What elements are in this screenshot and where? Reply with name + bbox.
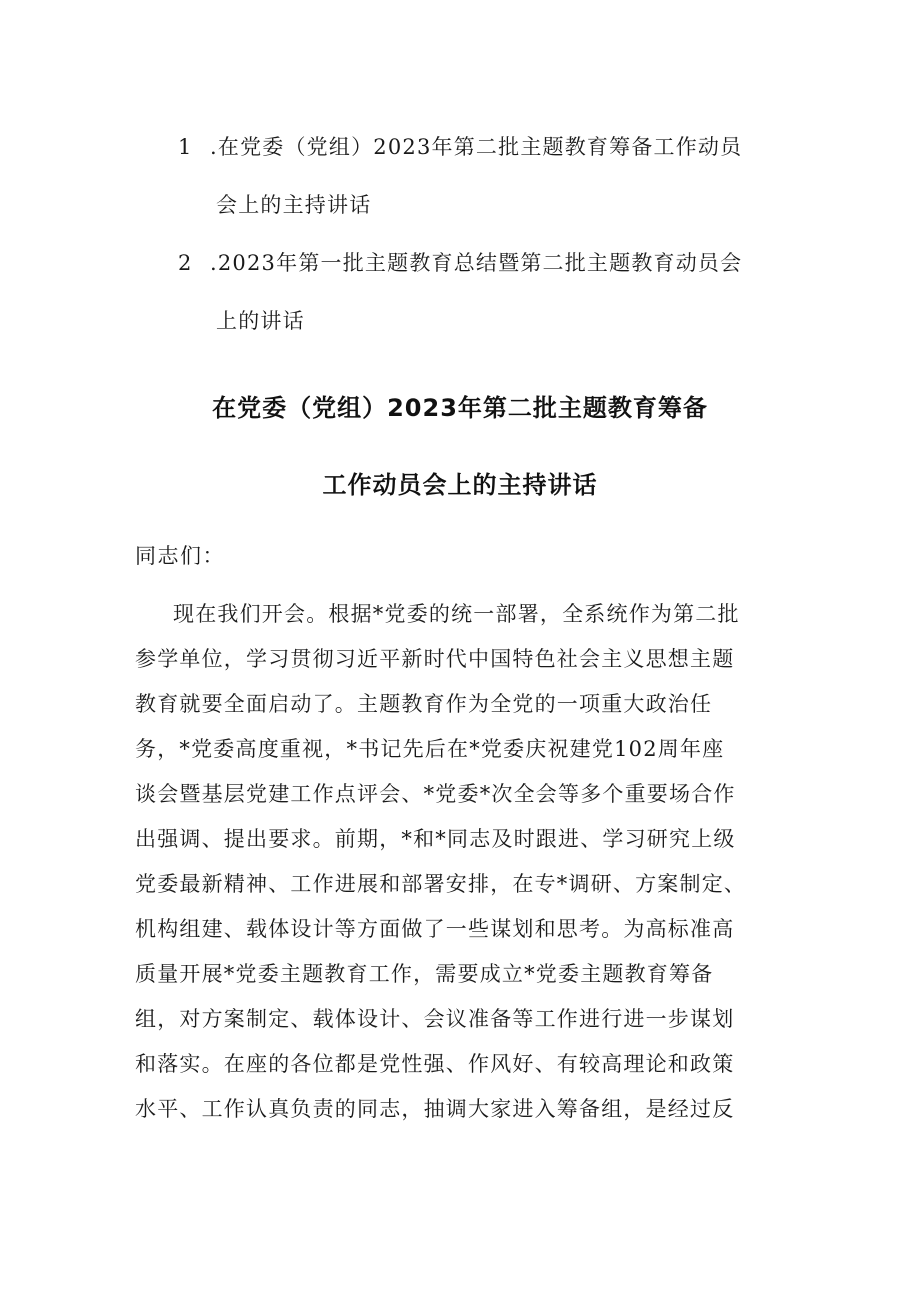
- salutation: 同志们：: [135, 544, 225, 568]
- toc-item-2: [178, 234, 778, 350]
- body-line: 水平、工作认真负责的同志，抽调大家进入筹备组，是经过反: [135, 1097, 735, 1121]
- document-title-line-1: 在党委（党组）2023年第二批主题教育筹备: [212, 394, 708, 422]
- body-line: 组，对方案制定、载体设计、会议准备等工作进行进一步谋划: [135, 1007, 735, 1031]
- body-line: 机构组建、载体设计等方面做了一些谋划和思考。为高标准高: [135, 917, 735, 941]
- toc-item-text-line2: 会上的主持讲话: [216, 193, 372, 217]
- document-title-line-2: 工作动员会上的主持讲话: [322, 471, 598, 499]
- toc-item-1: [178, 118, 778, 234]
- toc-item-text-line1: .2023年第一批主题教育总结暨第二批主题教育动员会: [210, 251, 743, 275]
- toc-item-number: 1: [178, 135, 193, 159]
- body-line: 党委最新精神、工作进展和部署安排，在专*调研、方案制定、: [135, 872, 747, 896]
- toc-item-number: 2: [178, 251, 193, 275]
- body-line: 教育就要全面启动了。主题教育作为全党的一项重大政治任: [135, 692, 713, 716]
- body-line: 质量开展*党委主题教育工作，需要成立*党委主题教育筹备: [135, 962, 714, 986]
- body-line: 谈会暨基层党建工作点评会、*党委*次全会等多个重要场合作: [135, 782, 736, 806]
- body-paragraph: [135, 592, 785, 1132]
- body-line: 出强调、提出要求。前期，*和*同志及时跟进、学习研究上级: [135, 827, 736, 851]
- toc-item-text-line2: 上的讲话: [216, 309, 305, 333]
- body-line: 务，*党委高度重视，*书记先后在*党委庆祝建党102周年座: [135, 737, 725, 761]
- body-line: 和落实。在座的各位都是党性强、作风好、有较高理论和政策: [135, 1052, 735, 1076]
- body-line: 参学单位，学习贯彻习近平新时代中国特色社会主义思想主题: [135, 647, 735, 671]
- body-line: 现在我们开会。根据*党委的统一部署，全系统作为第二批: [173, 602, 740, 626]
- toc-item-text-line1: .在党委（党组）2023年第二批主题教育筹备工作动员: [210, 135, 743, 159]
